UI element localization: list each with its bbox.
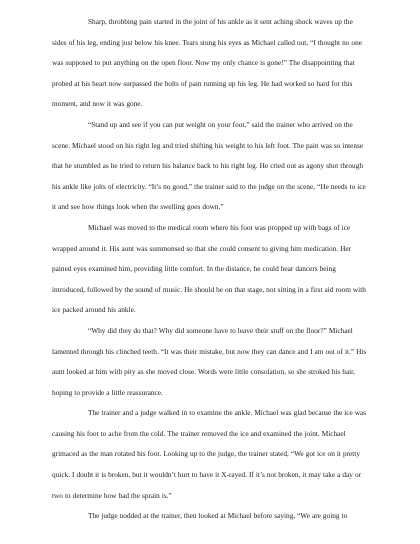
paragraph-2: “Stand up and see if you can put weight on your foot,” said the trainer who arrived on the scene. Michael stood on his right leg and tried shifting his weight to his left foot. The pain was so intense that he stumbled as he tried to return his balance back to his right leg. He cried out as agony shot through his ankle like jolts of electricity. “It’s no good,” the trainer said to the judge on the scene, “He needs to ice it and see how things look when the swelling goes down.” [52,119,366,212]
paragraph-1: Sharp, throbbing pain started in the joint of his ankle as it sent aching shock waves up the sides of his leg, ending just below his knee. Tears stung his eyes as Michael called out, “I thought no one was supposed to put anything on the open floor. Now my only chance is gone!” The disappointing that probed at his heart now surpassed the bolts of pain running up his leg. He had worked so hard for this moment, and now it was gone. [52,17,362,109]
paragraph-6: The judge nodded at the trainer, then looked at Michael before saying, “We are going to [88,511,348,521]
paragraph-3: Michael was moved to the medical room where his foot was propped up with bags of ice wrapped around it. His aunt was summonsed so that she could consent to giving him medication. Her pained eyes examined him, providing little comfort. In the distance, he could hear dancers being introduced, followed by the sound of music. He should be on that stage, not sitting in a first aid room with ice packed around his ankle. [52,222,366,315]
paragraph-5: The trainer and a judge walked in to examine the ankle. Michael was glad because the ice was causing his foot to ache from the cold. The trainer removed the ice and examined the joint. Michael grimaced as the man rotated his foot. Looking up to the judge, the trainer stated, “We got ice on it pretty quick. I doubt it is broken, but it wouldn’t hurt to have it X-rayed. If it’s not broken, it may take a day or two to determine how bad the sprain is.” [52,408,367,500]
paragraph-4: “Why did they do that? Why did someone have to leave their stuff on the floor?” Michael lamented through his clinched teeth. “It was their mistake, but now they can dance and I am out of it.” His aunt looked at him with pity as she moved close. Words were little consolation, so she stroked his hair, hoping to provide a little reassurance. [52,325,367,397]
